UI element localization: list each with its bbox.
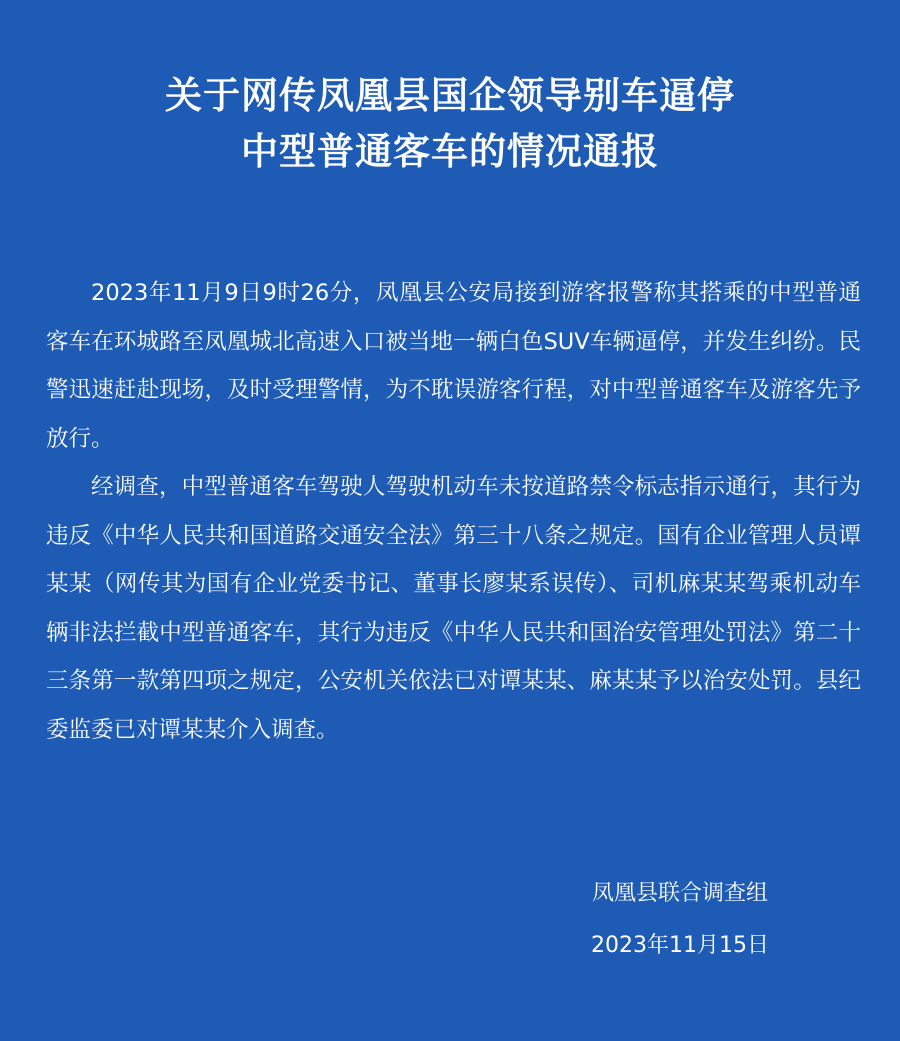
notice-title: [0, 68, 900, 180]
title-line-1: 关于网传凤凰县国企领导别车逼停: [165, 74, 735, 117]
title-line-2: 中型普通客车的情况通报: [241, 130, 659, 173]
paragraph-investigation: 经调查，中型普通客车驾驶人驾驶机动车未按道路禁令标志指示通行，其行为违反《中华人民共和国道路交通安全法》第三十八条之规定。国有企业管理人员谭某某（网传其为国有企业党委书记、董事长廖某系误传）、司机麻某某驾乘机动车辆非法拦截中型普通客车，其行为违反《中华人民共和国治安管理处罚法》第二十三条第一款第四项之规定，公安机关依法已对谭某某、麻某某予以治安处罚。县纪委监委已对谭某某介入调查。: [46, 474, 861, 743]
issue-date: 2023年11月15日: [591, 933, 769, 958]
signature-block: [560, 868, 800, 972]
paragraph-incident: 2023年11月9日9时26分，凤凰县公安局接到游客报警称其搭乘的中型普通客车在环城路至凤凰城北高速入口被当地一辆白色SUV车辆逼停，并发生纠纷。民警迅速赶赴现场，及时受理警情，为不耽误游客行程，对中型普通客车及游客先予放行。: [46, 280, 861, 452]
issuing-organization: 凤凰县联合调查组: [591, 881, 768, 906]
notice-body: [46, 269, 861, 754]
